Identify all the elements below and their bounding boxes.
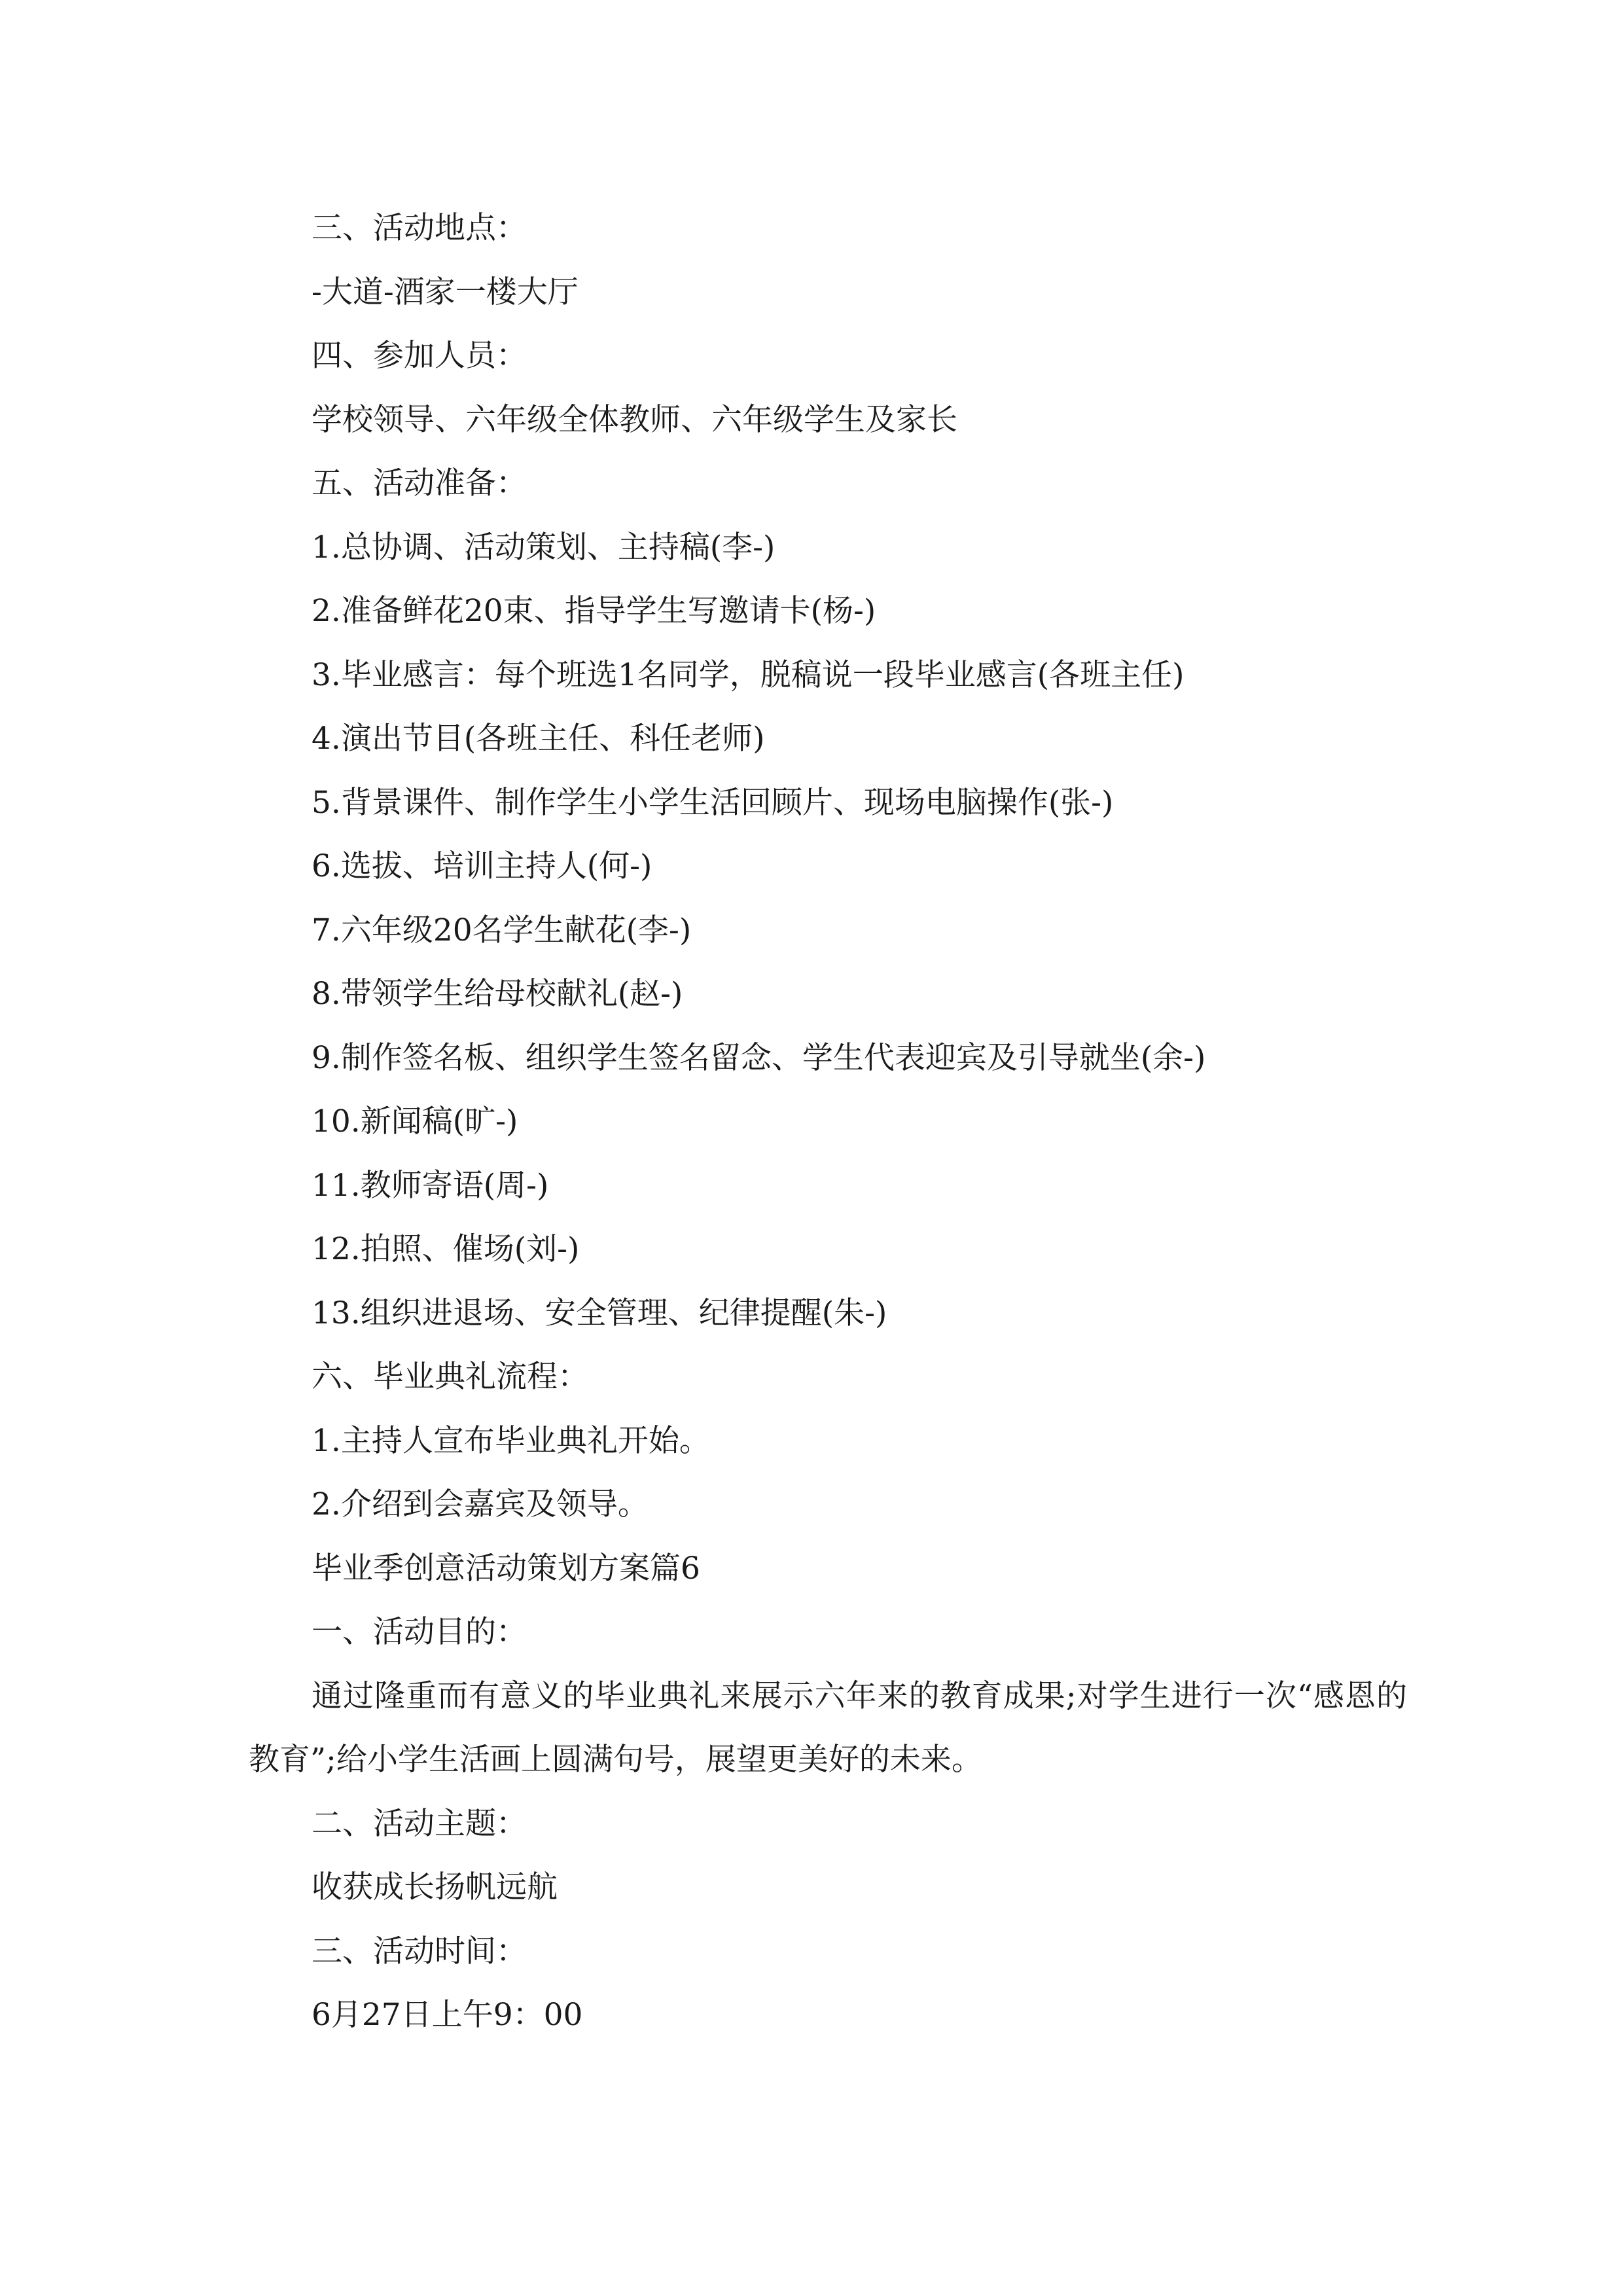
plan-title-6: 毕业季创意活动策划方案篇6: [312, 1550, 700, 1587]
prep-item-11: 11.教师寄语(周-): [312, 1167, 549, 1204]
section-heading-time: 三、活动时间：: [312, 1933, 527, 1969]
section-heading-participants: 四、参加人员：: [312, 338, 527, 374]
participants-text: 学校领导、六年级全体教师、六年级学生及家长: [312, 401, 957, 438]
section-heading-venue: 三、活动地点：: [312, 210, 527, 246]
prep-item-4: 4.演出节目(各班主任、科任老师): [312, 721, 765, 757]
section-heading-theme: 二、活动主题：: [312, 1805, 527, 1842]
section-heading-purpose: 一、活动目的：: [312, 1614, 527, 1650]
prep-item-9: 9.制作签名板、组织学生签名留念、学生代表迎宾及引导就坐(余-): [312, 1039, 1206, 1076]
prep-item-1: 1.总协调、活动策划、主持稿(李-): [312, 529, 776, 565]
purpose-paragraph: 通过隆重而有意义的毕业典礼来展示六年来的教育成果;对学生进行一次“感恩的教育”;给小学生活画上圆满句号，展望更美好的未来。: [249, 1677, 1407, 1778]
document-body: [249, 196, 1407, 2047]
prep-item-2: 2.准备鲜花20束、指导学生写邀请卡(杨-): [312, 593, 876, 629]
time-text: 6月27日上午9：00: [312, 1997, 583, 2033]
section-heading-preparation: 五、活动准备：: [312, 465, 527, 501]
prep-item-5: 5.背景课件、制作学生小学生活回顾片、现场电脑操作(张-): [312, 784, 1114, 821]
prep-item-10: 10.新闻稿(旷-): [312, 1103, 518, 1139]
venue-text: -大道-酒家一楼大厅: [312, 274, 579, 310]
flow-item-1: 1.主持人宣布毕业典礼开始。: [312, 1422, 710, 1459]
prep-item-6: 6.选拔、培训主持人(何-): [312, 848, 652, 884]
prep-item-12: 12.拍照、催场(刘-): [312, 1231, 580, 1267]
prep-item-7: 7.六年级20名学生献花(李-): [312, 912, 692, 948]
prep-item-8: 8.带领学生给母校献礼(赵-): [312, 976, 683, 1012]
theme-text: 收获成长扬帆远航: [312, 1869, 558, 1905]
prep-item-3: 3.毕业感言：每个班选1名同学，脱稿说一段毕业感言(各班主任): [312, 656, 1185, 693]
section-heading-ceremony-flow: 六、毕业典礼流程：: [312, 1359, 588, 1395]
prep-item-13: 13.组织进退场、安全管理、纪律提醒(朱-): [312, 1295, 887, 1331]
flow-item-2: 2.介绍到会嘉宾及领导。: [312, 1486, 649, 1522]
